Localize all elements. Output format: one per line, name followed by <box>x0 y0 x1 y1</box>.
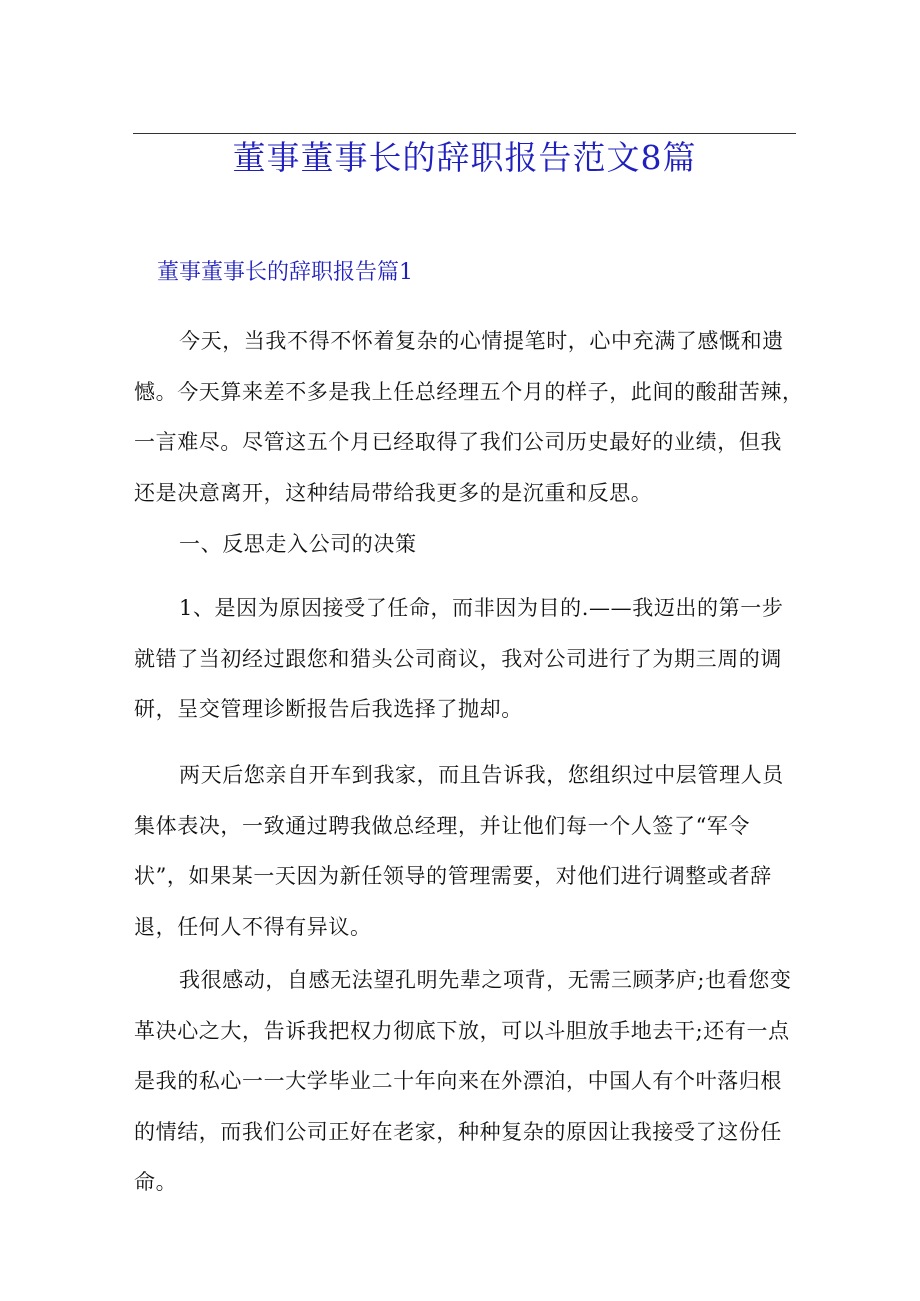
paragraph-line: 今天，当我不得不怀着复杂的心情提笔时，心中充满了感慨和遗 <box>179 329 784 353</box>
paragraph-line: 集体表决，一致通过聘我做总经理，并让他们每一个人签了“军令 <box>134 813 751 838</box>
paragraph-line: 我很感动，自感无法望孔明先辈之项背，无需三顾茅庐;也看您变 <box>179 968 792 992</box>
paragraph-line: 的情结，而我们公司正好在老家，种种复杂的原因让我接受了这份任 <box>134 1119 782 1144</box>
paragraph-line: 一、反思走入公司的决策 <box>179 532 417 556</box>
document-title: 董事董事长的辞职报告范文8篇 <box>232 138 697 177</box>
paragraph-line: 一言难尽。尽管这五个月已经取得了我们公司历史最好的业绩，但我 <box>134 430 782 454</box>
paragraph-line: 憾。今天算来差不多是我上任总经理五个月的样子，此间的酸甜苦辣， <box>134 379 804 404</box>
paragraph-two-days-later <box>134 750 796 952</box>
paragraph-line: 革决心之大，告诉我把权力彻底下放，可以斗胆放手地去干;还有一点 <box>134 1018 790 1043</box>
paragraph-opening <box>134 316 804 518</box>
paragraph-line: 命。 <box>134 1170 178 1194</box>
paragraph-line: 研，呈交管理诊断报告后我选择了抛却。 <box>134 697 523 721</box>
subheading-reflection <box>134 519 796 570</box>
paragraph-line: 是我的私心一一大学毕业二十年向来在外漂泊，中国人有个叶落归根 <box>134 1069 782 1093</box>
paragraph-line: 状”，如果某一天因为新任领导的管理需要，对他们进行调整或者辞 <box>134 864 772 888</box>
section-heading: 董事董事长的辞职报告篇1 <box>157 260 413 285</box>
paragraph-line: 还是决意离开，这种结局带给我更多的是沉重和反思。 <box>134 480 653 505</box>
paragraph-point-1 <box>134 583 796 735</box>
header-rule <box>133 133 796 134</box>
paragraph-moved <box>134 955 796 1208</box>
paragraph-line: 两天后您亲自开车到我家，而且告诉我，您组织过中层管理人员 <box>179 763 784 787</box>
paragraph-line: 退，任何人不得有异议。 <box>134 914 372 939</box>
paragraph-line: 就错了当初经过跟您和猎头公司商议，我对公司进行了为期三周的调 <box>134 646 782 671</box>
paragraph-line: 1、是因为原因接受了任命，而非因为目的.——我迈出的第一步 <box>179 596 784 620</box>
